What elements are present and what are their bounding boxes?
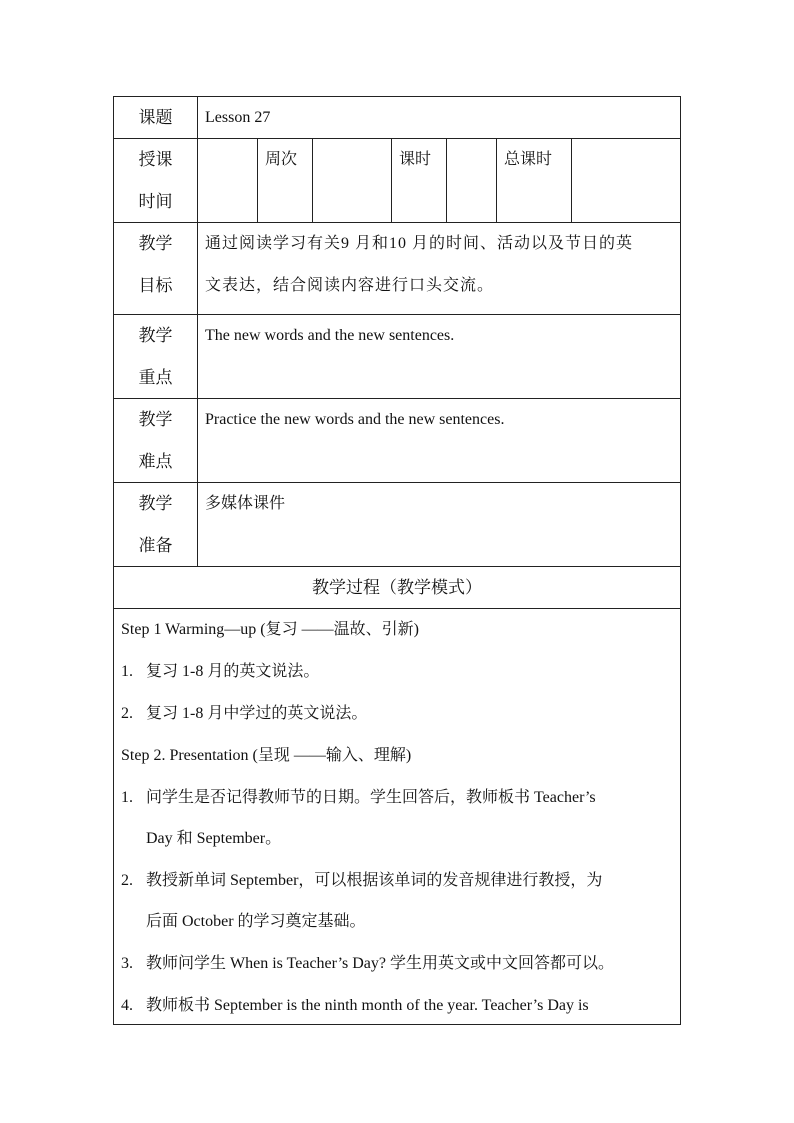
- time-label-line-1: 授课: [138, 150, 173, 169]
- total-label: 总课时: [497, 139, 572, 222]
- preparation-row: [114, 483, 680, 567]
- key-label: [114, 315, 198, 398]
- difficulty-label-line-1: 教学: [138, 410, 173, 429]
- difficulty-label-line-2: 难点: [138, 452, 173, 471]
- list-item: [121, 788, 674, 808]
- goal-label-line-1: 教学: [138, 234, 173, 253]
- list-item: [121, 954, 674, 974]
- list-item-number: 1.: [121, 789, 133, 806]
- goal-value: [198, 223, 680, 314]
- step2-heading: Step 2. Presentation (呈现 ——输入、理解): [121, 747, 412, 764]
- list-item-continuation: 后面 October 的学习奠定基础。: [146, 913, 366, 930]
- goal-row: [114, 223, 680, 315]
- list-item-number: 4.: [121, 997, 133, 1014]
- time-label-line-2: 时间: [138, 192, 173, 211]
- list-item-text: 复习 1-8 月的英文说法。: [146, 663, 320, 680]
- difficulty-row: [114, 399, 680, 483]
- list-item: [121, 871, 674, 891]
- list-item-text: 复习 1-8 月中学过的英文说法。: [146, 705, 368, 722]
- list-item-continuation: Day 和 September。: [146, 830, 282, 847]
- time-label: [114, 139, 198, 222]
- total-value: [572, 139, 680, 222]
- list-item-text: 教师问学生 When is Teacher’s Day? 学生用英文或中文回答都可以。: [146, 955, 615, 972]
- week-label: 周次: [258, 139, 313, 222]
- key-label-line-1: 教学: [138, 326, 173, 345]
- difficulty-label: [114, 399, 198, 482]
- period-value: [447, 139, 497, 222]
- lesson-plan-table: [113, 96, 681, 1025]
- topic-row: [114, 97, 680, 139]
- list-item-text: 问学生是否记得教师节的日期。学生回答后，教师板书 Teacher’s: [146, 789, 596, 806]
- list-item-number: 2.: [121, 705, 133, 722]
- list-item: [121, 662, 674, 682]
- goal-line-1: 通过阅读学习有关9 月和10 月的时间、活动以及节日的英: [205, 235, 634, 252]
- preparation-label-line-1: 教学: [138, 494, 173, 513]
- list-item-number: 1.: [121, 663, 133, 680]
- key-row: [114, 315, 680, 399]
- topic-value: Lesson 27: [205, 109, 271, 126]
- list-item-number: 3.: [121, 955, 133, 972]
- list-item-text: 教授新单词 September，可以根据该单词的发音规律进行教授，为: [146, 872, 603, 889]
- list-item: [121, 704, 674, 724]
- preparation-label-line-2: 准备: [138, 536, 173, 555]
- week-value: [313, 139, 392, 222]
- preparation-label: [114, 483, 198, 566]
- difficulty-value: Practice the new words and the new sentences.: [205, 411, 505, 428]
- period-label: 课时: [392, 139, 447, 222]
- list-item-text: 教师板书 September is the ninth month of the year. Teacher’s Day is: [146, 997, 589, 1014]
- list-item-number: 2.: [121, 872, 133, 889]
- list-item: [121, 996, 674, 1016]
- goal-line-2: 文表达，结合阅读内容进行口头交流。: [205, 277, 495, 294]
- step1-heading: Step 1 Warming—up (复习 ——温故、引新): [121, 621, 419, 638]
- key-label-line-2: 重点: [138, 368, 173, 387]
- preparation-value: 多媒体课件: [205, 495, 286, 512]
- process-title: 教学过程（教学模式）: [114, 567, 680, 609]
- date-cell: [198, 139, 258, 222]
- goal-label: [114, 223, 198, 314]
- goal-label-line-2: 目标: [138, 276, 173, 295]
- time-row: [114, 139, 680, 223]
- key-value: The new words and the new sentences.: [205, 327, 455, 344]
- topic-label: 课题: [114, 97, 198, 138]
